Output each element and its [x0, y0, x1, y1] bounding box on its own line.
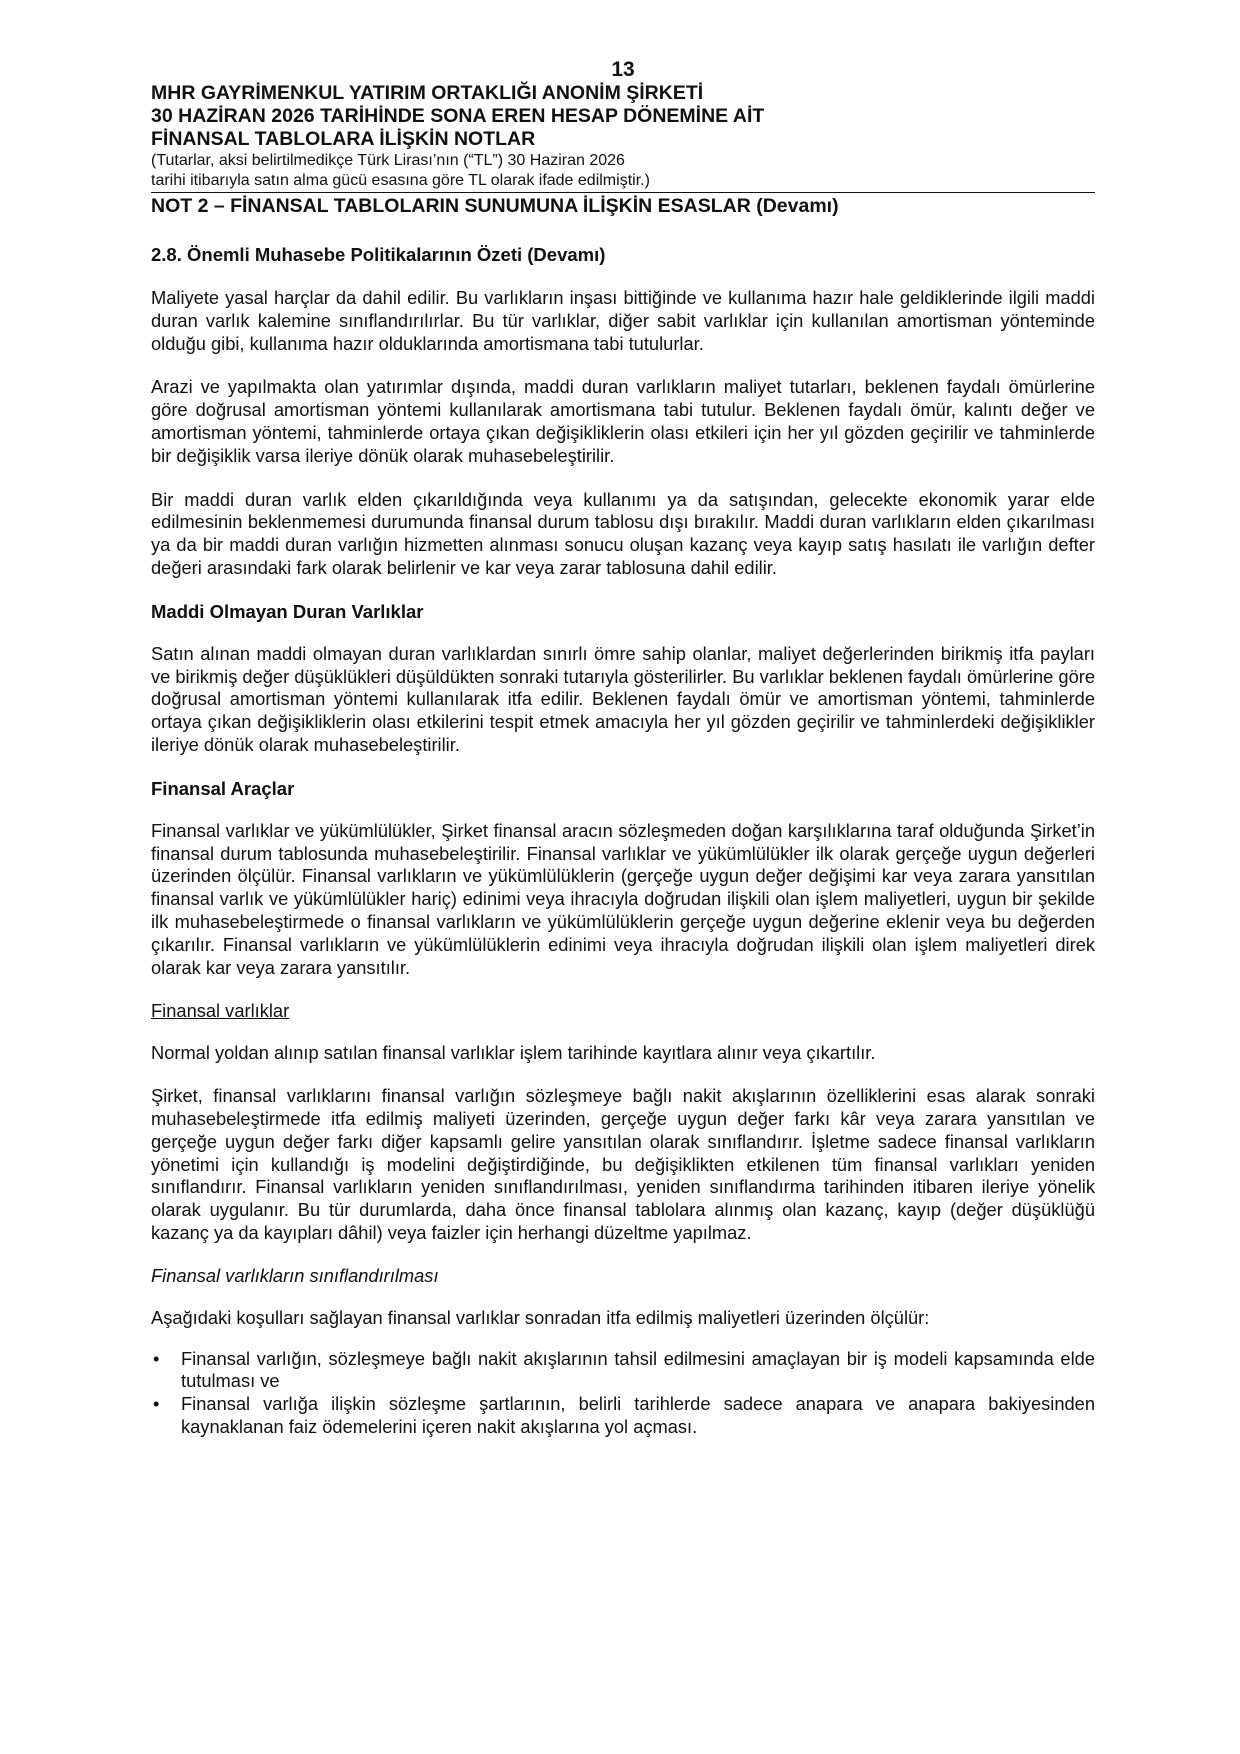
paragraph: Finansal varlıklar ve yükümlülükler, Şirket finansal aracın sözleşmeden doğan karşılıklarına taraf olduğunda Şirket’in finansal durum tablosunda muhasebeleştirilir. Finansal varlıklar ve yükümlülükler ilk olarak gerçeğe uygun değerleri üzerinden ölçülür. Finansal varlıkların ve yükümlülüklerin (gerçeğe uygun değer değişimi kar veya zarara yansıtılan finansal varlık ve yükümlülükler hariç) edinimi veya ihracıyla doğrudan ilişkili olan işlem maliyetleri, uygun bir şekilde ilk muhasebeleştirmede o finansal varlıkların ve yükümlülüklerin gerçeğe uygun değerine eklenir veya bu değerden çıkarılır. Finansal varlıkların ve yükümlülüklerin edinimi veya ihracıyla doğrudan ilişkili olan işlem maliyetleri direk olarak kar veya zarara yansıtılır.: [151, 819, 1095, 978]
note-title: NOT 2 – FİNANSAL TABLOLARIN SUNUMUNA İLİŞKİN ESASLAR (Devamı): [151, 195, 839, 217]
list-item-text: Finansal varlığa ilişkin sözleşme şartlarının, belirli tarihlerde sadece anapara ve anapara bakiyesinden kaynaklanan faiz ödemelerini içeren nakit akışlarına yol açması.: [181, 1393, 1095, 1437]
currency-note-line-2: tarihi itibarıyla satın alma gücü esasına göre TL olarak ifade edilmiştir.): [151, 172, 650, 189]
subheading-financial-instruments: Finansal Araçlar: [151, 777, 295, 799]
list-item: [151, 1348, 1095, 1394]
document-page: [151, 58, 1095, 1439]
bullet-icon: •: [153, 1393, 160, 1415]
company-name: MHR GAYRİMENKUL YATIRIM ORTAKLIĞI ANONİM ŞİRKETİ: [151, 82, 704, 104]
reporting-period: 30 HAZİRAN 2026 TARİHİNDE SONA EREN HESAP DÖNEMİNE AİT: [151, 105, 765, 127]
paragraph: Normal yoldan alınıp satılan finansal varlıklar işlem tarihinde kayıtlara alınır veya çıkartılır.: [151, 1042, 876, 1064]
paragraph: Satın alınan maddi olmayan duran varlıklardan sınırlı ömre sahip olanlar, maliyet değerlerinden birikmiş itfa payları ve birikmiş değer düşüklükleri düşüldükten sonraki tutarıyla gösterilirler. Bu varlıklar beklenen faydalı ömürlerine göre doğrusal amortisman yöntemi kullanılarak itfa edilir. Beklenen faydalı ömür ve amortisman yöntemi, tahminlerde ortaya çıkan değişikliklerin olası etkilerini tespit etmek amacıyla her yıl gözden geçirilir ve tahminlerdeki değişiklikler ileriye dönük olarak muhasebeleştirilir.: [151, 642, 1095, 755]
page-number: 13: [611, 58, 635, 81]
header-divider: [151, 192, 1095, 193]
paragraph: Bir maddi duran varlık elden çıkarıldığında veya kullanımı ya da satışından, gelecekte ekonomik yarar elde edilmesinin beklenmemesi durumunda finansal durum tablosu dışı bırakılır. Maddi duran varlıkların elden çıkarılması ya da bir maddi duran varlığın hizmetten alınması sonucu oluşan kazanç veya kayıp satış hasılatı ile varlığın defter değeri arasındaki fark olarak belirlenir ve kar veya zarar tablosuna dahil edilir.: [151, 488, 1095, 578]
subheading-financial-assets: Finansal varlıklar: [151, 1000, 290, 1022]
currency-note-line-1: (Tutarlar, aksi belirtilmedikçe Türk Lirası’nın (“TL”) 30 Haziran 2026: [151, 152, 625, 169]
paragraph: Şirket, finansal varlıklarını finansal varlığın sözleşmeye bağlı nakit akışlarının özelliklerini esas alarak sonraki muhasebeleştirmede itfa edilmiş maliyeti üzerinden, gerçeğe uygun değer farkı kâr veya zarara yansıtılan ve gerçeğe uygun değer farkı diğer kapsamlı gelire yansıtılan olarak sınıflandırır. İşletme sadece finansal varlıkların yönetimi için kullandığı iş modelini değiştirdiğinde, bu değişiklikten etkilenen tüm finansal varlıkları yeniden sınıflandırır. Finansal varlıkların yeniden sınıflandırılması, yeniden sınıflandırma tarihinden itibaren ileriye yönelik olarak uygulanır. Bu tür durumlarda, daha önce finansal tablolara alınmış olan kazanç, kayıp (değer düşüklüğü kazanç ya da kayıpları dâhil) veya faizler için herhangi düzeltme yapılmaz.: [151, 1085, 1095, 1243]
subheading-classification: Finansal varlıkların sınıflandırılması: [151, 1264, 439, 1286]
document-header: [151, 82, 1095, 193]
bullet-list: [151, 1348, 1095, 1439]
document-title: FİNANSAL TABLOLARA İLİŞKİN NOTLAR: [151, 128, 536, 150]
list-item-text: Finansal varlığın, sözleşmeye bağlı nakit akışlarının tahsil edilmesini amaçlayan bir iş modeli kapsamında elde tutulması ve: [181, 1347, 1095, 1392]
paragraph: Arazi ve yapılmakta olan yatırımlar dışında, maddi duran varlıkların maliyet tutarları, beklenen faydalı ömürlerine göre doğrusal amortisman yöntemi kullanılarak amortismana tabi tutulur. Beklenen faydalı ömür, kalıntı değer ve amortisman yöntemi, tahminlerde ortaya çıkan değişikliklerin olası etkileri için her yıl gözden geçirilir ve tahminlerde bir değişiklik varsa ileriye dönük olarak muhasebeleştirilir.: [151, 376, 1095, 466]
paragraph: Maliyete yasal harçlar da dahil edilir. Bu varlıkların inşası bittiğinde ve kullanıma hazır hale geldiklerinde ilgili maddi duran varlık kalemine sınıflandırılırlar. Bu tür varlıklar, diğer sabit varlıklar için kullanılan amortisman yönteminde olduğu gibi, kullanıma hazır olduklarında amortismana tabi tutulurlar.: [151, 287, 1095, 354]
section-title: 2.8. Önemli Muhasebe Politikalarının Özeti (Devamı): [151, 244, 606, 265]
paragraph: Aşağıdaki koşulları sağlayan finansal varlıklar sonradan itfa edilmiş maliyetleri üzerinden ölçülür:: [151, 1306, 930, 1328]
subheading-intangible-assets: Maddi Olmayan Duran Varlıklar: [151, 600, 424, 622]
list-item: [151, 1393, 1095, 1439]
bullet-icon: •: [153, 1347, 160, 1369]
